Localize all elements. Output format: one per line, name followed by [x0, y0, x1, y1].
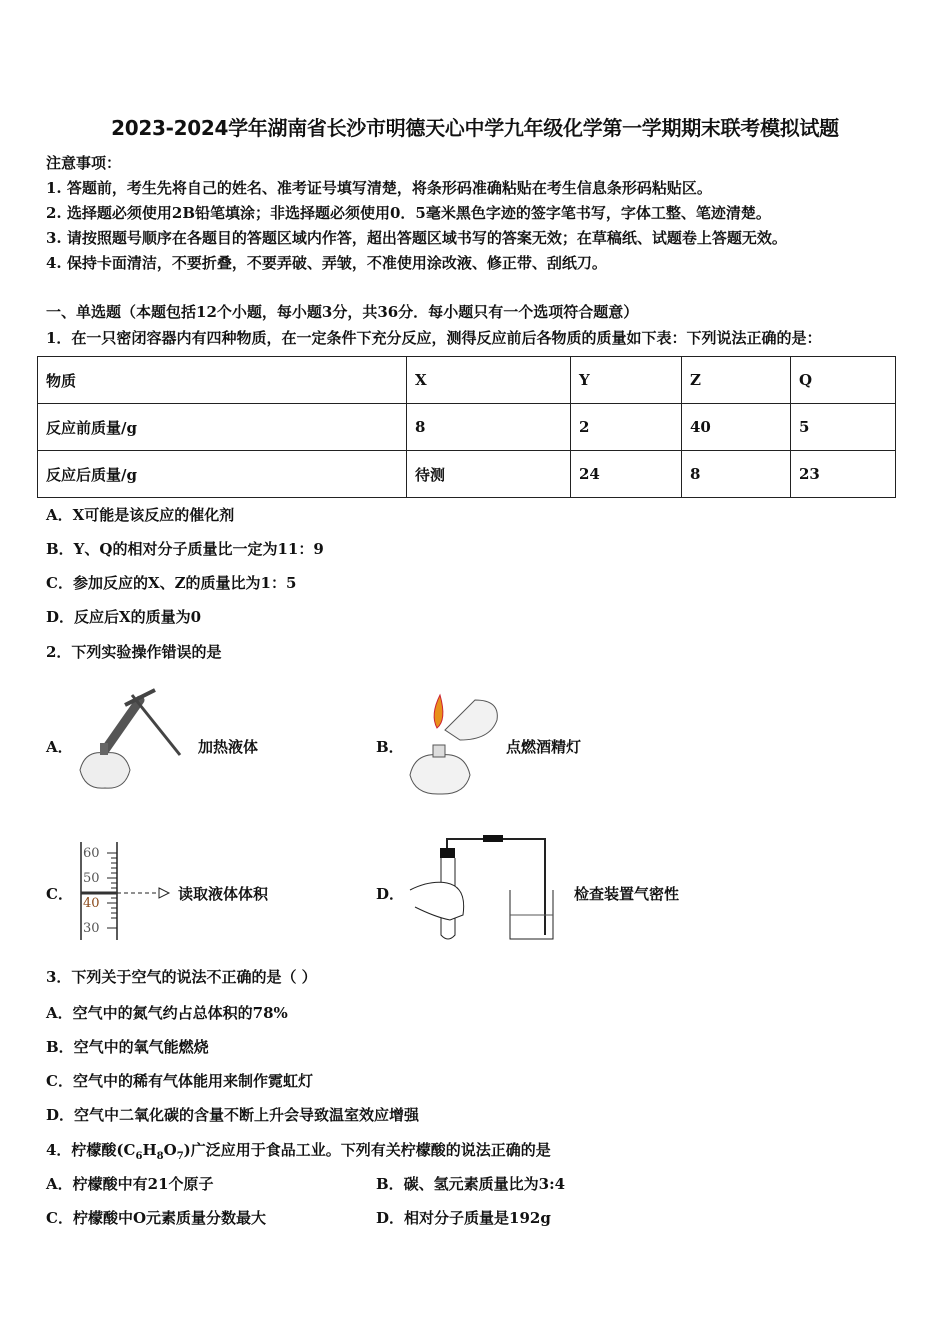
q1-option-b: B．Y、Q的相对分子质量比一定为11：9: [46, 540, 324, 558]
cylinder-tick: 30: [83, 921, 100, 936]
cylinder-tick: 60: [83, 846, 100, 861]
question-3-stem: 3．下列关于空气的说法不正确的是（ ）: [46, 968, 317, 986]
question-4-stem: [46, 1139, 551, 1162]
table-header-row: [38, 357, 896, 404]
q4-option-d: D．相对分子质量是192g: [376, 1209, 551, 1227]
q4-option-a: A．柠檬酸中有21个原子: [46, 1175, 214, 1193]
table-cell: 反应前质量/g: [38, 404, 407, 451]
table-cell: Z: [682, 357, 791, 404]
table-row: [38, 404, 896, 451]
graduated-cylinder-illustration: [75, 840, 175, 942]
table-cell: 40: [682, 404, 791, 451]
notes-heading: 注意事项：: [46, 154, 122, 172]
section-heading: 一、单选题（本题包括12个小题，每小题3分，共36分．每小题只有一个选项符合题意）: [46, 303, 639, 321]
heating-liquid-illustration: [70, 685, 190, 795]
table-cell: 8: [407, 404, 571, 451]
table-cell: Y: [571, 357, 682, 404]
table-cell: 8: [682, 451, 791, 498]
q3-option-c: C．空气中的稀有气体能用来制作霓虹灯: [46, 1072, 313, 1090]
stem-text: H: [142, 1141, 157, 1159]
q1-option-c: C．参加反应的X、Z的质量比为1：5: [46, 574, 297, 592]
airtightness-check-illustration: [405, 835, 565, 945]
q2-option-b-letter: B．: [376, 738, 404, 756]
q4-option-c: C．柠檬酸中O元素质量分数最大: [46, 1209, 267, 1227]
cylinder-tick: 50: [83, 871, 100, 886]
q4-option-b: B．碳、氢元素质量比为3:4: [376, 1175, 566, 1193]
note-item: 2. 选择题必须使用2B铅笔填涂；非选择题必须使用0．5毫米黑色字迹的签字笔书写，字体工整、笔迹清楚。: [46, 204, 771, 222]
table-cell: 23: [791, 451, 896, 498]
q2-option-c-letter: C．: [46, 885, 73, 903]
table-cell: 待测: [407, 451, 571, 498]
stem-text: )广泛应用于食品工业。下列有关柠檬酸的说法正确的是: [183, 1141, 551, 1159]
q2-option-c-caption: 读取液体体积: [178, 885, 269, 903]
page-title: 2023-2024学年湖南省长沙市明德天心中学九年级化学第一学期期末联考模拟试题: [111, 116, 839, 140]
lighting-alcohol-lamp-illustration: [405, 690, 505, 800]
cylinder-tick: 40: [83, 896, 100, 911]
subscript: 7: [176, 1151, 184, 1162]
table-cell: Q: [791, 357, 896, 404]
note-item: 1. 答题前，考生先将自己的姓名、准考证号填写清楚，将条形码准确粘贴在考生信息条形码粘贴区。: [46, 179, 712, 197]
table-cell: X: [407, 357, 571, 404]
question-2-stem: 2．下列实验操作错误的是: [46, 643, 222, 661]
table-cell: 5: [791, 404, 896, 451]
question-1-stem: 1．在一只密闭容器内有四种物质，在一定条件下充分反应，测得反应前后各物质的质量如下表：下列说法正确的是：: [46, 329, 822, 347]
table-cell: 2: [571, 404, 682, 451]
subscript: 8: [156, 1151, 164, 1162]
table-cell: 物质: [38, 357, 407, 404]
mass-table: [37, 356, 896, 498]
table-cell: 24: [571, 451, 682, 498]
q2-option-a-caption: 加热液体: [198, 738, 259, 756]
table-cell: 反应后质量/g: [38, 451, 407, 498]
q2-option-d-caption: 检查装置气密性: [574, 885, 680, 903]
stem-text: O: [163, 1141, 177, 1159]
q1-option-a: A．X可能是该反应的催化剂: [46, 506, 235, 524]
q2-option-a-letter: A．: [46, 738, 73, 756]
q3-option-a: A．空气中的氮气约占总体积的78%: [46, 1004, 288, 1022]
stem-text: 4．柠檬酸(C: [46, 1141, 136, 1159]
q1-option-d: D．反应后X的质量为0: [46, 608, 202, 626]
q3-option-d: D．空气中二氧化碳的含量不断上升会导致温室效应增强: [46, 1106, 420, 1124]
q3-option-b: B．空气中的氧气能燃烧: [46, 1038, 209, 1056]
note-item: 4. 保持卡面清洁，不要折叠，不要弄破、弄皱，不准使用涂改液、修正带、刮纸刀。: [46, 254, 607, 272]
q2-option-b-caption: 点燃酒精灯: [506, 738, 582, 756]
table-row: [38, 451, 896, 498]
note-item: 3. 请按照题号顺序在各题目的答题区域内作答，超出答题区域书写的答案无效；在草稿纸、试题卷上答题无效。: [46, 229, 787, 247]
subscript: 6: [135, 1151, 143, 1162]
q2-option-d-letter: D．: [376, 885, 405, 903]
